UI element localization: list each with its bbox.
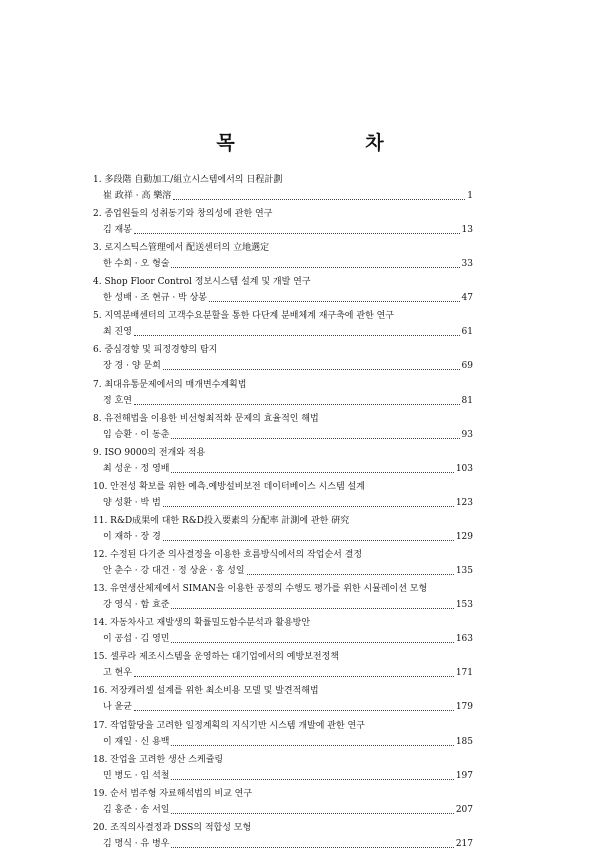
entry-page-number: 69 — [461, 361, 473, 372]
entry-authors: 한 수희 · 오 형술 — [103, 259, 170, 270]
dot-leader — [171, 778, 453, 780]
page-title: 목 차 — [216, 132, 446, 154]
entry-title: 5. 지역분배센터의 고객수요분할을 통한 다단계 분배체계 재구축에 관한 연구 — [93, 311, 394, 322]
entry-authors: 김 명식 · 유 병우 — [103, 838, 170, 849]
entry-author-row — [93, 802, 473, 818]
entry-title: 7. 최대유통문제에서의 매개변수계획법 — [93, 379, 247, 390]
entry-author-row — [93, 290, 473, 306]
entry-page-number: 33 — [461, 259, 473, 270]
entry-page-number: 153 — [455, 600, 473, 611]
entry-authors: 최 성운 · 정 영배 — [103, 463, 170, 474]
toc-list — [93, 172, 473, 854]
entry-page-number: 103 — [455, 463, 473, 474]
toc-entry — [93, 547, 473, 581]
entry-authors: 민 병도 · 임 석철 — [103, 770, 170, 781]
dot-leader — [134, 232, 460, 234]
toc-entry — [93, 445, 473, 479]
toc-entry — [93, 649, 473, 683]
entry-title: 1. 多段階 自動加工/組立시스템에서의 日程計劃 — [93, 175, 283, 185]
toc-entry — [93, 206, 473, 240]
entry-page-number: 179 — [455, 702, 473, 713]
entry-author-row — [93, 393, 473, 409]
entry-page-number: 123 — [455, 497, 473, 508]
dot-leader — [171, 641, 453, 643]
entry-page-number: 171 — [455, 668, 473, 679]
entry-title: 16. 저장캐러셀 설계를 위한 최소비용 모델 및 발견적해법 — [93, 686, 319, 697]
entry-author-row — [93, 836, 473, 852]
dot-leader — [134, 709, 454, 711]
entry-authors: 김 홍준 · 송 서일 — [103, 804, 170, 815]
entry-title: 13. 유연생산체제에서 SIMAN을 이용한 공정의 수행도 평가를 위한 시뮬레이션 모형 — [93, 584, 428, 595]
entry-authors: 崔 政祥 · 高 樂溶 — [103, 191, 172, 201]
dot-leader — [171, 266, 459, 268]
entry-title: 2. 종업원들의 성취동기와 창의성에 관한 연구 — [93, 209, 273, 220]
dot-leader — [173, 198, 465, 200]
entry-authors: 임 승환 · 이 동춘 — [103, 429, 170, 440]
entry-authors: 김 재봉 — [103, 225, 132, 236]
entry-author-row — [93, 256, 473, 272]
entry-title: 19. 순서 범주형 자료해석법의 비교 연구 — [93, 788, 253, 799]
entry-page-number: 81 — [461, 395, 473, 406]
dot-leader — [209, 300, 460, 302]
entry-author-row — [93, 597, 473, 613]
toc-entry — [93, 274, 473, 308]
toc-entry — [93, 342, 473, 376]
toc-entry — [93, 718, 473, 752]
entry-authors: 이 재하 · 장 경 — [103, 531, 161, 542]
toc-entry — [93, 820, 473, 854]
dot-leader — [134, 675, 454, 677]
entry-page-number: 61 — [461, 327, 473, 338]
entry-title: 18. 잔업을 고려한 생산 스케쥴링 — [93, 754, 224, 765]
entry-page-number: 129 — [455, 531, 473, 542]
dot-leader — [171, 744, 453, 746]
entry-authors: 장 경 · 양 문희 — [103, 361, 161, 372]
dot-leader — [134, 334, 460, 336]
toc-entry — [93, 172, 473, 206]
toc-entry — [93, 411, 473, 445]
entry-page-number: 217 — [455, 838, 473, 849]
entry-title: 20. 조직의사결정과 DSS의 적합성 모형 — [93, 822, 252, 833]
entry-page-number: 197 — [455, 770, 473, 781]
dot-leader — [163, 368, 460, 370]
entry-authors: 양 성환 · 박 범 — [103, 497, 161, 508]
entry-authors: 고 현우 — [103, 668, 132, 679]
toc-entry — [93, 683, 473, 717]
dot-leader — [163, 505, 454, 507]
entry-authors: 나 윤균 — [103, 702, 132, 713]
entry-authors: 이 재일 · 신 용백 — [103, 736, 170, 747]
toc-entry — [93, 308, 473, 342]
entry-author-row — [93, 734, 473, 750]
entry-title: 8. 유전해법을 이용한 비선형최적화 문제의 효율적인 해법 — [93, 413, 319, 424]
dot-leader — [163, 539, 454, 541]
toc-entry — [93, 615, 473, 649]
entry-authors: 최 진영 — [103, 327, 132, 338]
toc-entry — [93, 581, 473, 615]
entry-page-number: 163 — [455, 634, 473, 645]
entry-author-row — [93, 324, 473, 340]
entry-page-number: 13 — [461, 225, 473, 236]
entry-title: 9. ISO 9000의 전개와 적용 — [93, 447, 206, 458]
entry-author-row — [93, 427, 473, 443]
toc-entry — [93, 513, 473, 547]
entry-title: 3. 로지스틱스管理에서 配送센터의 立地選定 — [93, 243, 270, 254]
entry-author-row — [93, 461, 473, 477]
toc-entry — [93, 377, 473, 411]
entry-page-number: 185 — [455, 736, 473, 747]
entry-title: 12. 수정된 다기준 의사결정을 이용한 흐름방식에서의 작업순서 결정 — [93, 550, 363, 561]
entry-author-row — [93, 358, 473, 374]
entry-page-number: 207 — [455, 804, 473, 815]
entry-title: 11. R&D成果에 대한 R&D投入要素의 分配率 計測에 관한 硏究 — [93, 515, 350, 526]
toc-entry — [93, 752, 473, 786]
dot-leader — [171, 846, 453, 848]
entry-title: 14. 자동차사고 재발생의 확률밀도함수분석과 활용방안 — [93, 618, 311, 629]
dot-leader — [171, 607, 453, 609]
entry-author-row — [93, 665, 473, 681]
entry-title: 6. 중심경향 및 피정경향의 탐지 — [93, 345, 218, 356]
entry-author-row — [93, 495, 473, 511]
entry-authors: 정 호연 — [103, 395, 132, 406]
entry-title: 4. Shop Floor Control 정보시스템 설계 및 개발 연구 — [93, 277, 311, 288]
toc-entry — [93, 240, 473, 274]
entry-page-number: 135 — [455, 566, 473, 577]
entry-author-row — [93, 529, 473, 545]
entry-page-number: 1 — [467, 191, 473, 201]
entry-page-number: 47 — [461, 293, 473, 304]
dot-leader — [171, 471, 453, 473]
entry-author-row — [93, 699, 473, 715]
dot-leader — [171, 812, 453, 814]
entry-author-row — [93, 768, 473, 784]
entry-page-number: 93 — [461, 429, 473, 440]
toc-entry — [93, 479, 473, 513]
entry-author-row — [93, 631, 473, 647]
entry-author-row — [93, 188, 473, 204]
entry-authors: 강 영식 · 함 효준 — [103, 600, 170, 611]
dot-leader — [134, 403, 460, 405]
dot-leader — [247, 573, 454, 575]
dot-leader — [171, 437, 459, 439]
entry-title: 15. 셀루라 제조시스템을 운영하는 대기업에서의 예방보전정책 — [93, 652, 339, 663]
entry-author-row — [93, 563, 473, 579]
entry-authors: 이 공섭 · 김 영민 — [103, 634, 170, 645]
entry-author-row — [93, 222, 473, 238]
entry-authors: 안 춘수 · 강 대건 · 정 상윤 · 홍 성일 — [103, 566, 245, 577]
entry-title: 17. 작업할당을 고려한 일정계획의 지식기반 시스템 개발에 관한 연구 — [93, 720, 365, 731]
toc-entry — [93, 786, 473, 820]
entry-title: 10. 안전성 확보를 위한 예측.예방설비보전 데이터베이스 시스템 설계 — [93, 481, 365, 492]
entry-authors: 한 성배 · 조 현규 · 박 상봉 — [103, 293, 207, 304]
